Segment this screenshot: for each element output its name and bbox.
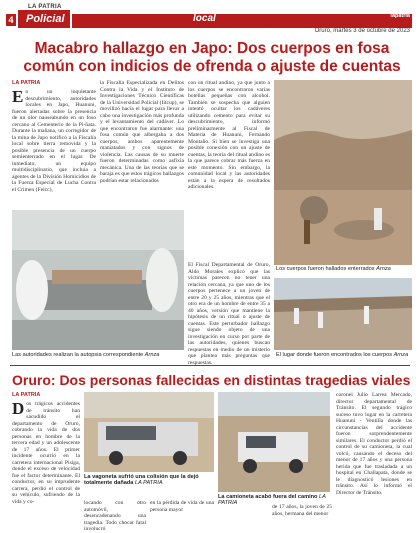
article1-photo3-caption: El lugar donde fueron encontrados los cuerpos Arnza bbox=[276, 352, 409, 358]
article2-photo2-caption: La camioneta acabó fuera del camino LA PATRIA bbox=[218, 494, 326, 506]
section-divider bbox=[10, 365, 410, 366]
page-number: 4 bbox=[6, 14, 16, 26]
article2-column-3: en la pérdida de vida de una persona mayor bbox=[150, 500, 214, 513]
issue-date: Oruro, martes 3 de octubre de 2023 bbox=[314, 28, 410, 34]
article2-column-5: coronel Julio Larrea Mercado, director departamental de Tránsito. El segundo trágico suceso tuvo lugar en la carretera Huanuni - Ventilla donde las circunstancias del accidente fueron sorprendentemente similares. El conductor perdió el control de su camioneta, la cual volcó, causando el deceso del menor de 17 años y una persona herida que fue trasladada a un hospital en Challapata, donde se le diagnosticó lesiones en tránsito. Así lo informó el Director de Tránsito. bbox=[336, 392, 412, 496]
van-crash-image bbox=[84, 392, 214, 472]
article2-photo-van bbox=[84, 392, 214, 472]
autopsy-scene-image bbox=[12, 210, 184, 350]
section-bar bbox=[72, 14, 412, 28]
section-label: local bbox=[193, 13, 216, 24]
article2-headline: Oruro: Dos personas fallecidas en distintas tragedias viales bbox=[12, 372, 411, 388]
article2-photo1-caption: La vagoneta sufrió una colisión que la dejó totalmente dañada LA PATRIA bbox=[84, 474, 199, 486]
article1-dropcap: E bbox=[12, 87, 24, 106]
article1-column-1 bbox=[12, 80, 96, 193]
article1-photo2-caption: Las autoridades realizan la autopsia correspondiente Arnza bbox=[12, 352, 160, 358]
article1-photo1-caption: Los cuerpos fueron hallados enterrados Arnza bbox=[276, 266, 391, 272]
article1-col1-text: n un inquietante descubrimiento, autoridades locales en Japo, Huanuni, fueron alertadas sobre la presencia de un olor nauseabundo en un foso cercano al Cementerio de la Pi-ñata. Durante la mañana, un corregidor de la mina de Japo notificó a la Fiscalía local sobre tierra removida y la posible presencia de un cuerpo semienterrado en el lugar. De inmediato, un equipo multidisciplinario, que incluía a agentes de la División Homicidios de la Fuerza Especial de Lucha Contra el Crimen (Felcc), bbox=[12, 89, 96, 193]
article2-photo-pickup bbox=[218, 392, 330, 492]
article2-byline: LA PATRIA bbox=[12, 392, 41, 398]
article2-dropcap: D bbox=[12, 399, 25, 418]
article1-column-2: la Fiscalía Especializada en Delitos Contra la Vida y el Instituto de Investigaciones Técnico Científicas de la Universidad Policial (Iitcup), se movilizó hacia el lugar para llevar a cabo una investigación más profunda y el levantamiento del cadáver. Lo que encontraron fue alarmante: una fosa común que albergaba a dos cuerpos, ambos aparentemente maniatados y con signos de violencia. Las causas de su muerte fueron determinadas como asfixia mecánica. Una de las teorías que se baraja es que estos trágicos hallazgos podrían estar relacionados bbox=[100, 80, 184, 184]
article1-photo-field bbox=[274, 278, 412, 350]
newspaper-logo-top: LA PATRIA bbox=[28, 4, 62, 10]
article2-col1-text: os trágicos accidentes de tránsito han sacudido el departamento de Oruro, cobrando la vida de dos personas en hombre de la tercera edad y un adolescente de 17 años. El primer incidente ocurrió en la carretera internacional Pisiga, donde el exceso de velocidad fue el factor determinante. El conductor, en su imprudente carrera, perdió el control de su vehículo, sufriendo de la vida y co- bbox=[12, 401, 80, 505]
brand-right: lapatria bbox=[390, 13, 410, 19]
article1-headline: Macabro hallazgo en Japo: Dos cuerpos en fosa común con indicios de ofrenda o ajuste de cuentas bbox=[23, 40, 401, 75]
article1-photo-autopsy bbox=[12, 210, 184, 350]
section-logo: Policial bbox=[18, 10, 70, 28]
article1-column-4: El Fiscal Departamental de Oruro, Aldo Morales explicó que las víctimas parecen no tener una relación cercana, ya que uno de los cuerpos pertenece a un joven de entre 20 y 25 años, mientras que el otro era de un hombre de entre 35 a 40 años, versión que mantiene la hipótesis de un ritual o ajuste de cuentas. Este perturbador hallazgo sigue siendo objeto de una investigación en curso por parte de las autoridades, quienes buscan respuestas en medio de un misterio que plantea más preguntas que respuestas. bbox=[188, 262, 270, 366]
article2-column-4: de 17 años, la joven de 25 años, hermana del menor bbox=[272, 504, 332, 517]
pickup-crash-image bbox=[218, 392, 330, 492]
article1-byline: LA PATRIA bbox=[12, 80, 41, 86]
article2-column-1 bbox=[12, 392, 80, 529]
article2-column-2: locando con otro automóvil, desencadenando una tragedia. Todo chocar fatal involucró bbox=[84, 500, 146, 532]
field-scene-image bbox=[274, 278, 412, 350]
desert-scene-image bbox=[274, 80, 412, 265]
article1-column-3: con un ritual andino, ya que junto a los cuerpos se encontraron varias botellas pequeñas con alcohol. También se sospecha que alguien intentó ocultar los cadáveres utilizando cemento para evitar su descubrimiento, informó preliminarmente al Fiscal de Materia de Huanuni, Fernando Montaño. Si bien se investiga una posible conexión con un ajuste de cuentas, la teoría del ritual andino es la que parece cobrar más fuerza en este momento. Sin embargo, la comunidad local y las autoridades están a la espera de resultados adicionales. bbox=[188, 80, 270, 190]
article1-photo-desert bbox=[274, 80, 412, 265]
